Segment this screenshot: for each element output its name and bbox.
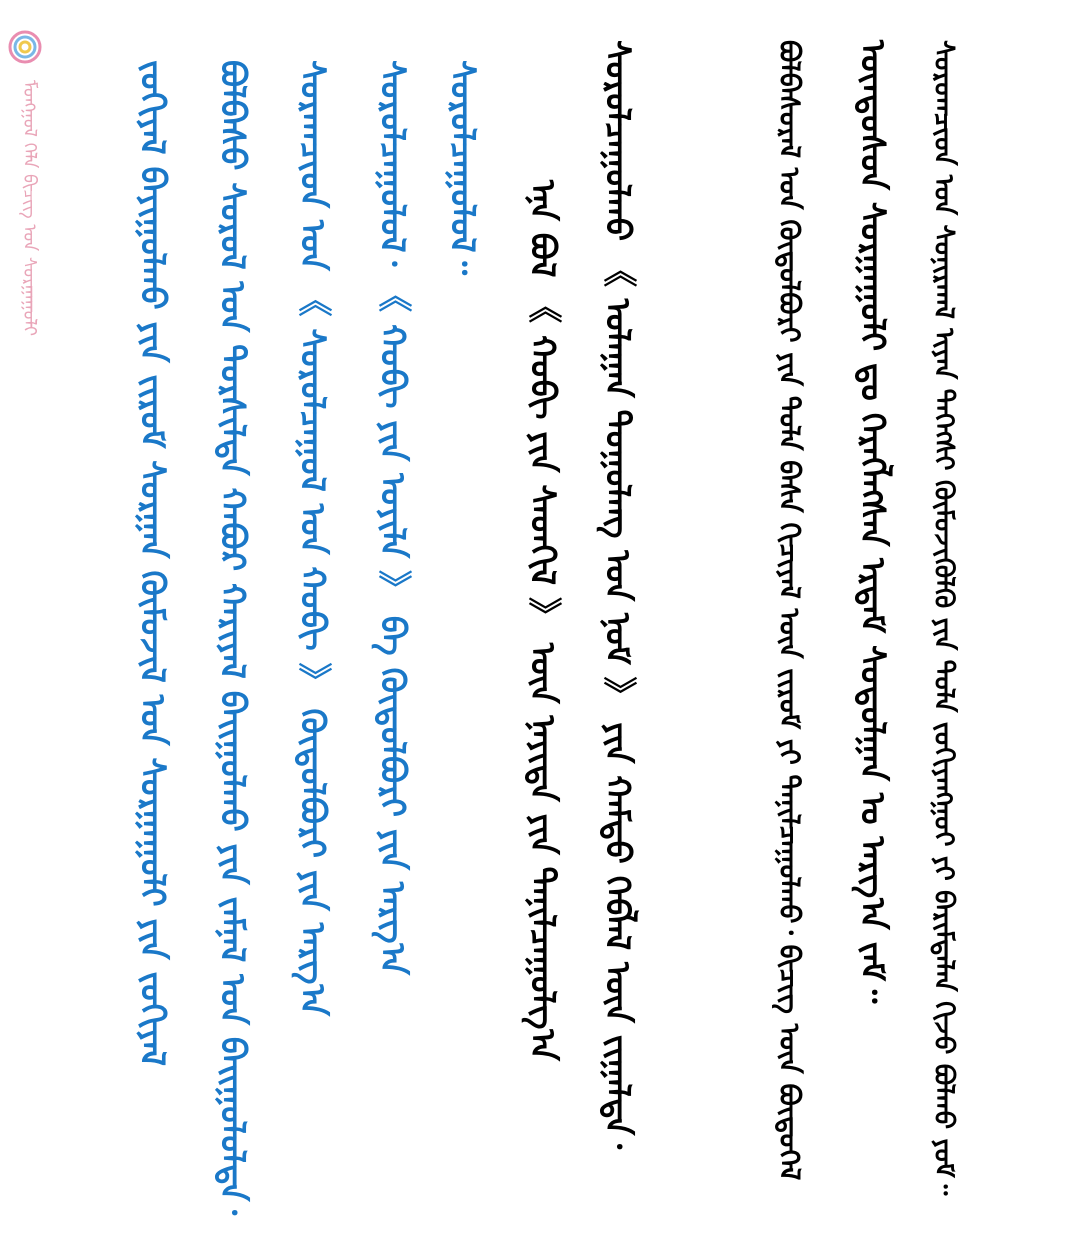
text-column-4: ᠰᠤᠷᠤᠯᠴᠠᠭᠤᠯᠬᠤ 《 ᠤᠯᠠᠭᠠᠨ ᠳᠤᠭᠤᠯᠠᠩ ᠤᠨ ᠨᠣᠮ 》 ᠶᠢᠨ ᠬᠠᠮᠲᠤ ᠬᠡᠪᠯᠡᠯ ᠦᠨ ᠵᠢᠭᠠᠯᠲᠠ᠂ <box>597 40 637 1150</box>
text-column-9: ᠪᠣᠯᠪᠠᠰᠤ ᠰᠤᠷᠤᠯ ᠤᠨ ᠲᠤᠷᠰᠢᠯᠲᠠ ᠬᠠᠪᠤᠷ ᠬᠠᠷᠢᠶᠠᠯ ᠪᠠᠢᠭᠤᠯᠬᠤ ᠶᠢᠨ ᠵᠠᠮᠨᠠᠯ ᠤᠨ ᠪᠠᠢᠭᠤᠯᠤᠯᠲᠠ᠂ <box>212 60 252 1216</box>
swirl-logo-icon <box>8 30 42 64</box>
brand-text: ᠮᠣᠩᠭᠣᠯ ᠬᠡᠯᠡ ᠪᠢᠴᠢᠭ ᠤᠨ ᠰᠤᠷᠭᠠᠭᠤᠯᠢ <box>19 80 40 336</box>
text-column-2: ᠦᠨᠳᠦᠰᠦᠨ ᠰᠤᠷᠭᠠᠭᠤᠯᠢ ᠳᠤ ᠬᠡᠷᠡᠭᠯᠡᠭᠰᠡᠨ ᠡᠷᠳᠡᠮ ᠰᠤᠳᠤᠯᠭᠠᠨ ᠤ ᠠᠷᠭ᠎ᠠ ᠵᠠᠮ᠃ <box>852 40 892 1004</box>
text-column-6: ᠰᠤᠷᠤᠯᠴᠠᠭᠤᠯᠤᠯ᠃ <box>442 60 482 276</box>
text-column-1: ᠰᠤᠷᠤᠭᠴᠢᠳ ᠤᠨ ᠰᠣᠨᠢᠷᠬᠠᠯ ᠢᠶᠠᠨ ᠳᠡᠭᠡᠭᠰᠢ ᠬᠦᠮᠦᠵᠢᠭᠦᠯᠬᠦ ᠶᠢᠨ ᠲᠤᠯᠠ ᠵᠣᠬᠢᠶᠠᠩᠭᠤᠢ ᠶᠢ ᠪᠠᠷᠢᠮᠲᠠᠯᠠᠨ ᠬᠢᠵᠦ ᠪᠣᠯᠬᠤ ᠶᠤᠮ᠃ <box>928 40 959 1196</box>
text-column-8: ᠰᠤᠷᠠᠭᠴᠢᠳ ᠤᠨ 《 ᠰᠤᠷᠤᠯᠴᠠᠭᠤᠯ ᠤᠨ ᠬᠣᠪᠢ 》 ᠬᠥᠲᠥᠯᠪᠦᠷᠢ ᠶᠢᠨ ᠠᠷᠭ᠎ᠠ <box>292 60 332 1017</box>
text-column-5: ᠡᠨᠡ ᠪᠣᠯ 《 ᠬᠣᠪᠢ ᠶᠢᠨ ᠰᠡᠳᠬᠢᠯ 》 ᠦᠨ ᠨᠡᠶᠢᠲᠡ ᠶᠢᠨ ᠲᠠᠨᠢᠯᠴᠠᠭᠤᠯᠭ᠎ᠠ <box>522 180 562 1061</box>
text-column-10: ᠵᠣᠬᠢᠶᠠᠯ ᠪᠠᠶᠢᠭᠤᠯᠬᠤ ᠶᠢᠨ ᠵᠢᠷᠤᠮ ᠰᠤᠷᠭᠠᠨ ᠬᠦᠮᠦᠵᠢᠯ ᠤᠨ ᠰᠤᠷᠭᠠᠭᠤᠯᠢ ᠶᠢᠨ ᠵᠣᠬᠢᠶᠠᠯ <box>132 60 172 1067</box>
text-column-7: ᠰᠤᠷᠤᠯᠴᠠᠭᠤᠯᠤᠯ᠂ 《 ᠬᠣᠪᠢ ᠶᠢᠨ ᠤᠶᠢᠯᠡ 》 ᠪᠠ ᠬᠥᠲᠥᠯᠪᠦᠷᠢ ᠶᠢᠨ ᠠᠷᠭ᠎ᠠ <box>372 60 412 976</box>
text-column-3: ᠪᠣᠯᠪᠠᠰᠤᠷᠠᠯ ᠤᠨ ᠬᠥᠲᠥᠯᠪᠦᠷᠢ ᠶᠢᠨ ᠲᠤᠯᠠ ᠪᠠᠰᠠ ᠬᠢᠴᠢᠶᠡᠯ ᠦᠨ ᠵᠢᠷᠤᠮ ᠶᠢ ᠲᠠᠨᠢᠯᠴᠠᠭᠤᠯᠬᠤ᠂ ᠪᠢᠴᠢᠭ ᠦᠨ ᠪᠦᠲᠦᠭᠡᠯ <box>773 40 806 1181</box>
